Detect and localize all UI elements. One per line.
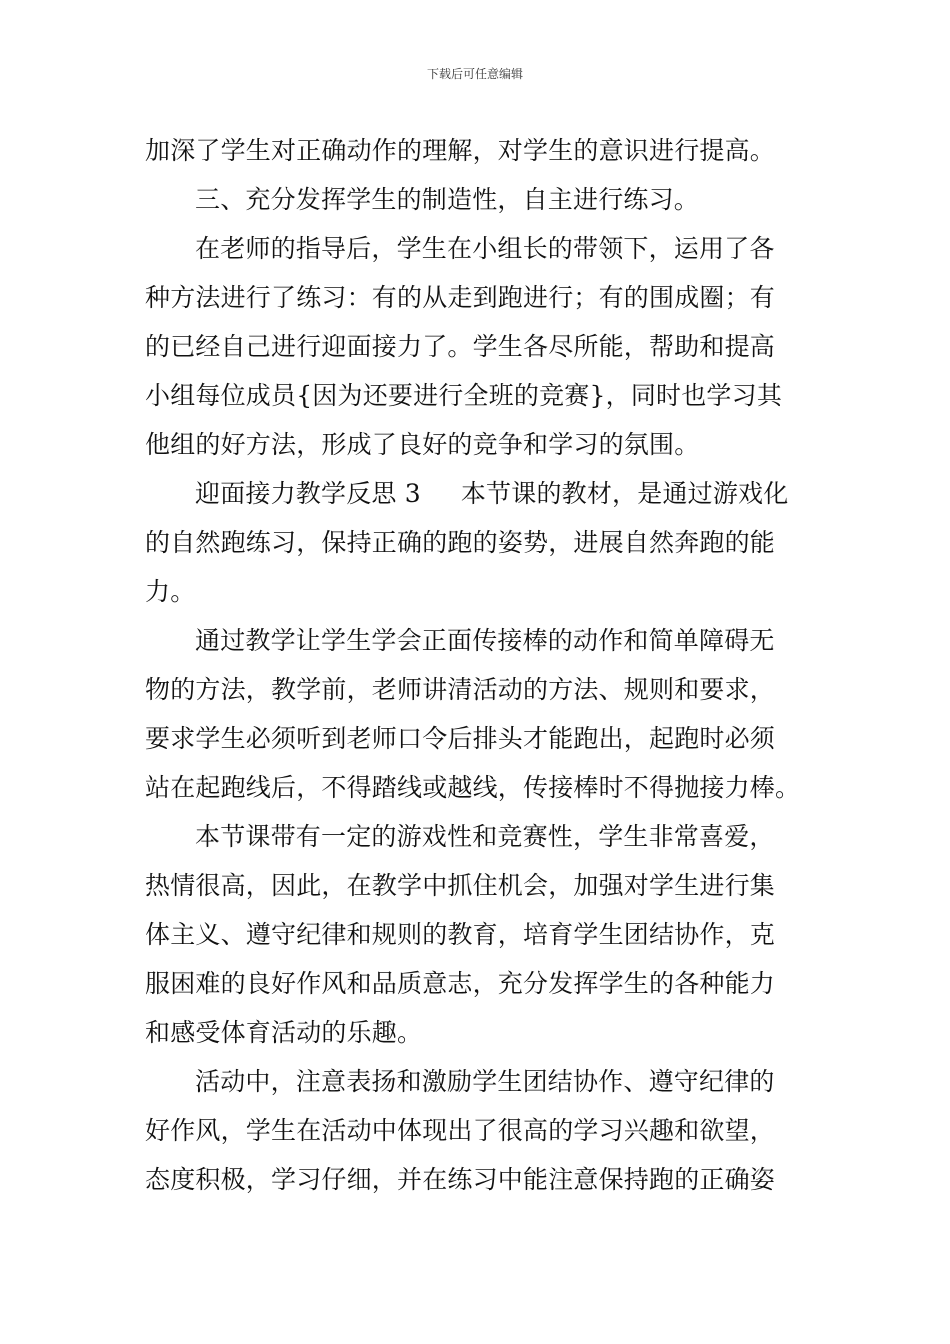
- text-line: 服困难的良好作风和品质意志，充分发挥学生的各种能力: [145, 969, 776, 998]
- paragraph: [145, 126, 810, 175]
- text-line: 的自然跑练习，保持正确的跑的姿势，进展自然奔跑的能: [145, 528, 776, 557]
- text-line: 活动中，注意表扬和激励学生团结协作、遵守纪律的: [195, 1067, 775, 1096]
- text-line-continuation: 本节课的教材，是通过游戏化: [460, 479, 789, 508]
- text-line: 态度积极，学习仔细，并在练习中能注意保持跑的正确姿: [145, 1165, 776, 1194]
- paragraph: [145, 812, 810, 1057]
- text-line: 要求学生必须听到老师口令后排头才能跑出，起跑时必须: [145, 724, 776, 753]
- text-line: 加深了学生对正确动作的理解，对学生的意识进行提高。: [145, 136, 776, 165]
- text-line: 三、充分发挥学生的制造性，自主进行练习。: [195, 185, 700, 214]
- text-line: 本节课带有一定的游戏性和竞赛性，学生非常喜爱，: [195, 822, 775, 851]
- text-line: 在老师的指导后，学生在小组长的带领下，运用了各: [195, 234, 775, 263]
- text-line: 和感受体育活动的乐趣。: [145, 1018, 423, 1047]
- text-line: 物的方法，教学前，老师讲清活动的方法、规则和要求，: [145, 675, 776, 704]
- text-line: 通过教学让学生学会正面传接棒的动作和简单障碍无: [195, 626, 775, 655]
- text-line: 好作风，学生在活动中体现出了很高的学习兴趣和欲望，: [145, 1116, 776, 1145]
- text-line: 他组的好方法，形成了良好的竞争和学习的氛围。: [145, 430, 700, 459]
- text-line: 热情很高，因此，在教学中抓住机会，加强对学生进行集: [145, 871, 776, 900]
- section-title: 迎面接力教学反思 3: [195, 479, 421, 508]
- paragraph: [145, 469, 810, 616]
- text-line: 站在起跑线后，不得踏线或越线，传接棒时不得抛接力棒。: [145, 773, 801, 802]
- paragraph: [145, 224, 810, 469]
- page-header: 下载后可任意编辑: [426, 67, 523, 81]
- paragraph: [145, 616, 810, 812]
- section-heading: [145, 175, 810, 224]
- paragraph: [145, 1057, 810, 1204]
- text-line: 小组每位成员{因为还要进行全班的竞赛}，同时也学习其: [145, 381, 783, 410]
- text-line: 体主义、遵守纪律和规则的教育，培育学生团结协作，克: [145, 920, 776, 949]
- text-line: 种方法进行了练习：有的从走到跑进行；有的围成圈；有: [145, 283, 776, 312]
- text-line: 力。: [145, 577, 196, 606]
- text-line: 的已经自己进行迎面接力了。学生各尽所能，帮助和提高: [145, 332, 776, 361]
- document-body: [145, 126, 810, 1204]
- text-line: [145, 469, 810, 518]
